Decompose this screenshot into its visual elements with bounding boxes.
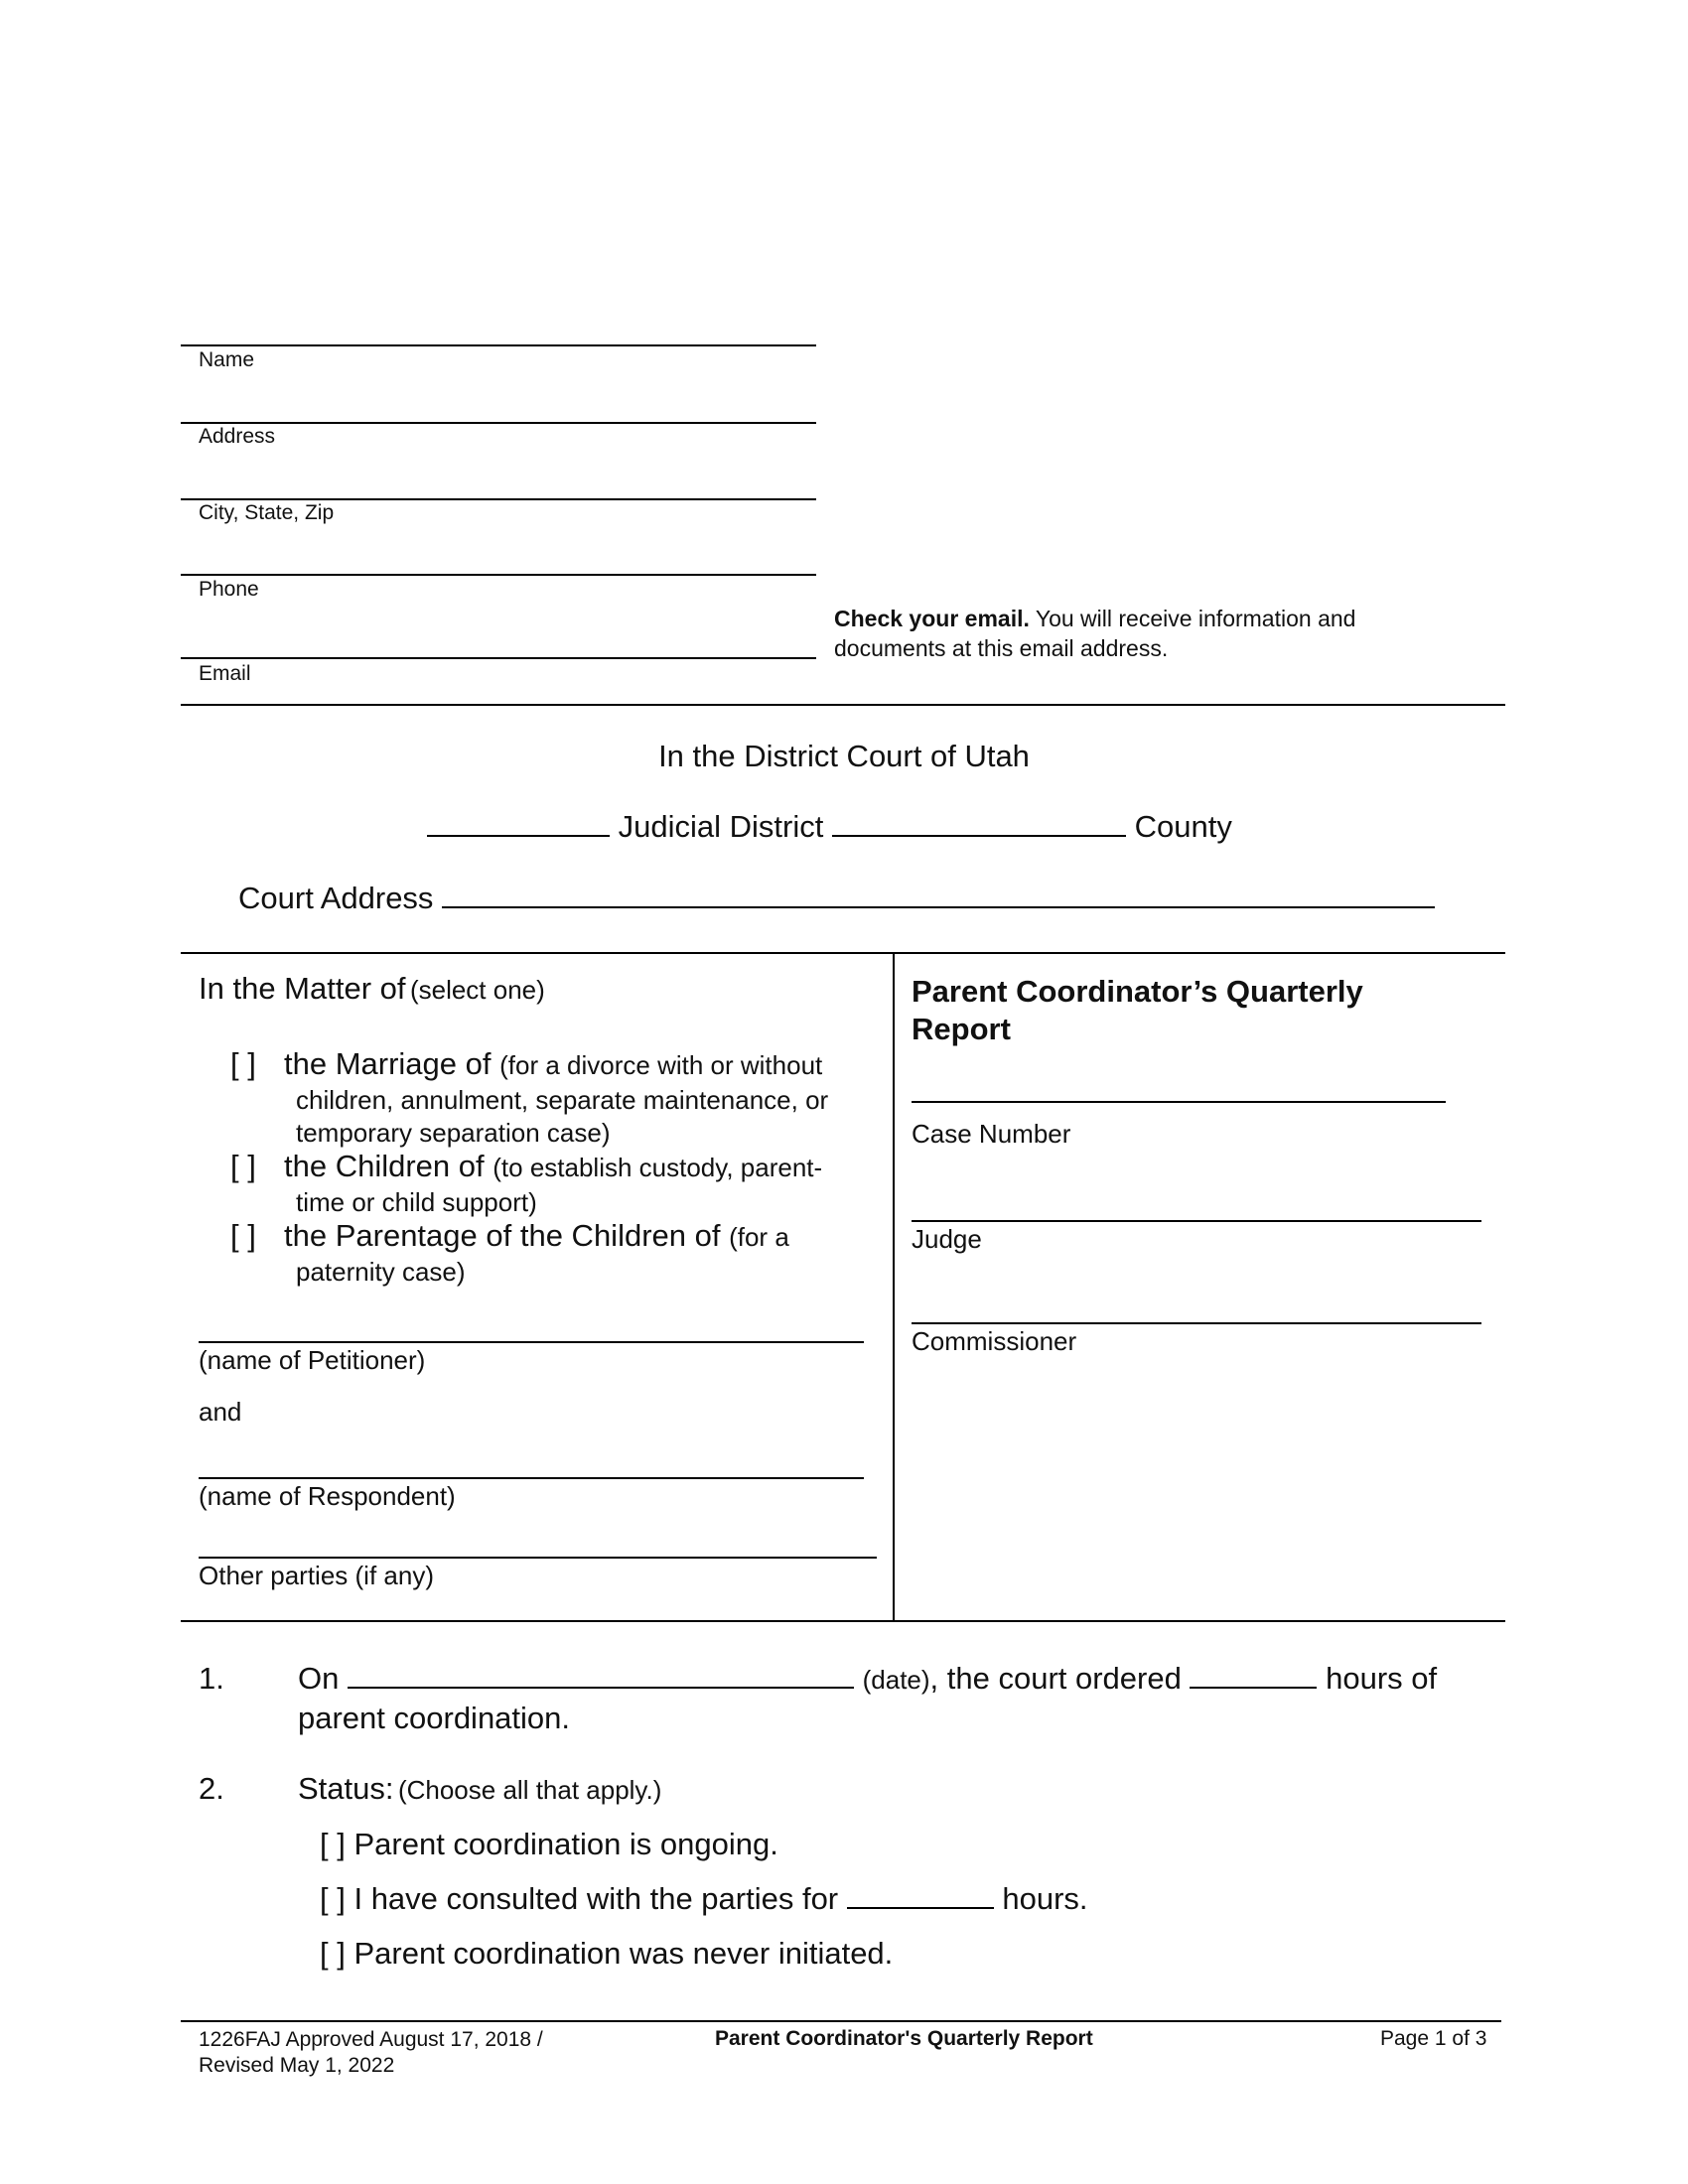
judicial-district-field[interactable]: [427, 809, 610, 837]
item1-end: hours of: [1326, 1661, 1438, 1696]
status-label: Status:: [298, 1771, 394, 1806]
and-label: and: [199, 1397, 242, 1427]
name-line[interactable]: [181, 344, 816, 346]
report-title-line2: Report: [912, 1012, 1011, 1046]
petitioner-line[interactable]: [199, 1341, 864, 1343]
respondent-label: (name of Respondent): [199, 1481, 456, 1511]
header-divider: [181, 704, 1505, 706]
email-label: Email: [199, 662, 251, 685]
case-number-line[interactable]: [912, 1101, 1446, 1103]
case-number-label: Case Number: [912, 1119, 1071, 1149]
ongoing-text: Parent coordination is ongoing.: [353, 1827, 778, 1861]
email-notice: [834, 604, 1355, 663]
marriage-note: (for a divorce with or without: [499, 1050, 823, 1080]
caption-top-rule: [181, 952, 1505, 954]
option-marriage[interactable]: [230, 1047, 822, 1082]
matter-heading-text: In the Matter of: [199, 971, 406, 1006]
children-label: the Children of: [284, 1149, 485, 1183]
parentage-checkbox[interactable]: [ ]: [230, 1218, 256, 1253]
caption-bottom-rule: [181, 1620, 1505, 1622]
report-title: [912, 973, 1363, 1048]
matter-heading: [199, 971, 545, 1007]
phone-label: Phone: [199, 578, 259, 601]
other-parties-line[interactable]: [199, 1557, 877, 1559]
court-title: In the District Court of Utah: [658, 739, 1030, 773]
judge-label: Judge: [912, 1224, 982, 1254]
footer-revised: Revised May 1, 2022: [199, 2054, 395, 2077]
consulted-hours-field[interactable]: [847, 1881, 994, 1909]
item1-line2: parent coordination.: [298, 1701, 571, 1735]
status-never-initiated[interactable]: [320, 1936, 893, 1972]
address-line[interactable]: [181, 422, 816, 424]
phone-line[interactable]: [181, 574, 816, 576]
other-parties-label: Other parties (if any): [199, 1561, 434, 1590]
status-note: (Choose all that apply.): [397, 1775, 662, 1805]
court-address-line: [238, 881, 1435, 916]
item1-mid: , the court ordered: [929, 1661, 1182, 1696]
footer-page-number: Page 1 of 3: [1380, 2027, 1487, 2050]
item2-status: [298, 1771, 661, 1807]
footer-title: Parent Coordinator's Quarterly Report: [715, 2027, 1093, 2050]
court-address-field[interactable]: [442, 881, 1435, 908]
consulted-hours-label: hours.: [1002, 1881, 1088, 1916]
district-county-line: [427, 809, 1232, 845]
caption-divider: [893, 952, 895, 1620]
children-note: (to establish custody, parent-: [492, 1153, 823, 1182]
marriage-cont2: temporary separation case): [296, 1118, 611, 1148]
item1-on: On: [298, 1661, 340, 1696]
footer-form-id: [199, 2027, 543, 2079]
marriage-cont1: children, annulment, separate maintenance, or: [296, 1085, 829, 1115]
item1-number: 1.: [199, 1661, 224, 1696]
item1-line: [298, 1661, 1437, 1697]
county-label: County: [1134, 809, 1232, 844]
footer-rule: [181, 2020, 1501, 2022]
consulted-checkbox[interactable]: [ ]: [320, 1881, 346, 1916]
parentage-note: (for a: [729, 1222, 789, 1252]
report-title-line1: Parent Coordinator’s Quarterly: [912, 974, 1363, 1009]
judge-line[interactable]: [912, 1220, 1481, 1222]
email-line[interactable]: [181, 657, 816, 659]
petitioner-label: (name of Petitioner): [199, 1345, 426, 1375]
court-address-label: Court Address: [238, 881, 434, 915]
status-ongoing[interactable]: [320, 1827, 778, 1862]
children-cont1: time or child support): [296, 1187, 537, 1217]
email-notice-line2: documents at this email address.: [834, 635, 1169, 661]
judicial-district-label: Judicial District: [618, 809, 824, 844]
ongoing-checkbox[interactable]: [ ]: [320, 1827, 346, 1861]
commissioner-label: Commissioner: [912, 1326, 1077, 1356]
item2-number: 2.: [199, 1771, 224, 1806]
never-initiated-text: Parent coordination was never initiated.: [353, 1936, 894, 1971]
item1-date-label: (date): [862, 1665, 930, 1695]
matter-heading-note: (select one): [409, 975, 545, 1005]
consulted-text: I have consulted with the parties for: [353, 1881, 839, 1916]
option-children[interactable]: [230, 1150, 822, 1184]
option-parentage[interactable]: [230, 1219, 789, 1254]
city-state-zip-label: City, State, Zip: [199, 501, 335, 524]
city-state-zip-line[interactable]: [181, 498, 816, 500]
commissioner-line[interactable]: [912, 1322, 1481, 1324]
email-notice-bold: Check your email.: [834, 606, 1030, 631]
parentage-cont1: paternity case): [296, 1257, 466, 1287]
ordered-hours-field[interactable]: [1190, 1661, 1317, 1689]
marriage-label: the Marriage of: [284, 1046, 492, 1081]
footer-approved: 1226FAJ Approved August 17, 2018 /: [199, 2028, 543, 2051]
email-notice-text: You will receive information and: [1029, 606, 1356, 631]
respondent-line[interactable]: [199, 1477, 864, 1479]
never-initiated-checkbox[interactable]: [ ]: [320, 1936, 346, 1971]
name-label: Name: [199, 348, 255, 371]
order-date-field[interactable]: [348, 1661, 854, 1689]
status-consulted[interactable]: [320, 1881, 1088, 1917]
address-label: Address: [199, 425, 276, 448]
county-field[interactable]: [832, 809, 1126, 837]
children-checkbox[interactable]: [ ]: [230, 1149, 256, 1183]
parentage-label: the Parentage of the Children of: [284, 1218, 721, 1253]
marriage-checkbox[interactable]: [ ]: [230, 1046, 256, 1081]
